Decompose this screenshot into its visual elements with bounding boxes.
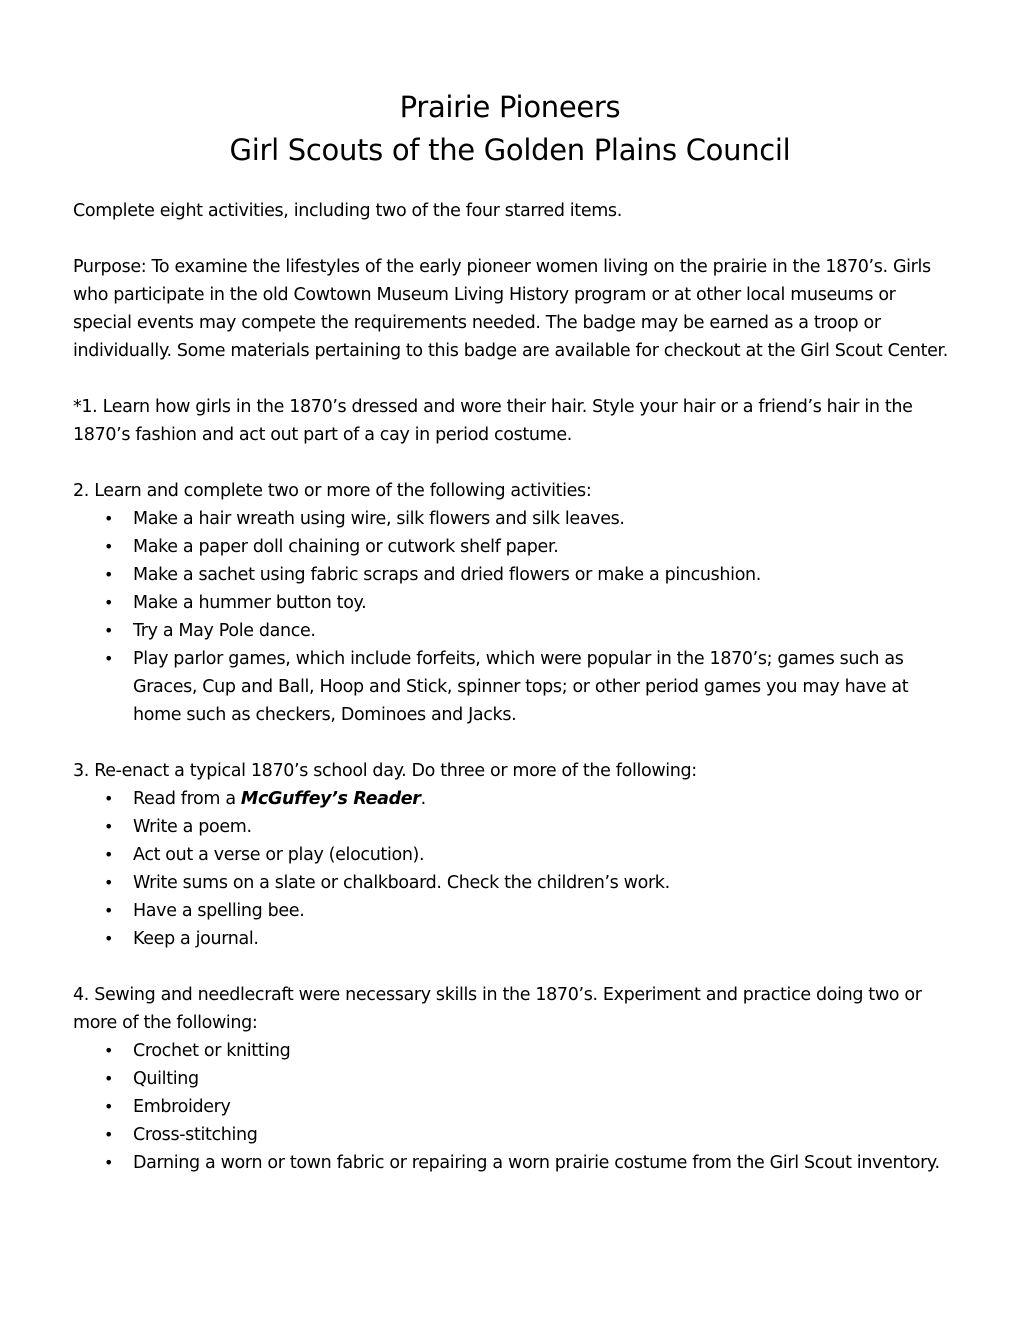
requirement-2-list: [73, 505, 953, 729]
bullet-icon: •: [104, 565, 114, 584]
purpose-text: Purpose: To examine the lifestyles of the early pioneer women living on the prairie in the 1870’s. Girls who participate in the old Cowtown Museum Living History program or at other local museums or special events may compete the requirements needed. The badge may be earned as a troop or individually. Some materials pertaining to this badge are available for checkout at the Girl Scout Center.: [73, 257, 948, 361]
bullet-icon: •: [104, 1125, 114, 1144]
list-item: • Act out a verse or play (elocution).: [73, 841, 953, 869]
list-item: • Write sums on a slate or chalkboard. Check the children’s work.: [73, 869, 953, 897]
bullet-icon: •: [104, 817, 114, 836]
list-item: • Make a sachet using fabric scraps and dried flowers or make a pincushion.: [73, 561, 953, 589]
list-item: • Play parlor games, which include forfeits, which were popular in the 1870’s; games such as Graces, Cup and Ball, Hoop and Stick, spinner tops; or other period games you may have at home such as checkers, Dominoes and Jacks.: [73, 645, 953, 729]
bullet-icon: •: [104, 1097, 114, 1116]
list-item: • Crochet or knitting: [73, 1037, 953, 1065]
list-item: • Have a spelling bee.: [73, 897, 953, 925]
list-item: • Try a May Pole dance.: [73, 617, 953, 645]
requirement-1: *1. Learn how girls in the 1870’s dressed and wore their hair. Style your hair or a friend’s hair in the 1870’s fashion and act out part of a cay in period costume.: [73, 397, 913, 445]
requirement-2-heading: 2. Learn and complete two or more of the following activities:: [73, 481, 592, 501]
list-item: • Embroidery: [73, 1093, 953, 1121]
bullet-icon: •: [104, 789, 114, 808]
requirement-3-list: [73, 785, 953, 953]
list-item: • Keep a journal.: [73, 925, 953, 953]
list-item: • Make a paper doll chaining or cutwork shelf paper.: [73, 533, 953, 561]
bullet-icon: •: [104, 509, 114, 528]
bullet-icon: •: [104, 845, 114, 864]
intro-text: Complete eight activities, including two of the four starred items.: [73, 201, 622, 221]
list-item: • Quilting: [73, 1065, 953, 1093]
requirement-3-heading: 3. Re-enact a typical 1870’s school day. Do three or more of the following:: [73, 761, 697, 781]
page-title: Prairie Pioneers: [399, 90, 621, 124]
book-title: McGuffey’s Reader: [240, 789, 421, 809]
list-item: • Make a hair wreath using wire, silk flowers and silk leaves.: [73, 505, 953, 533]
bullet-icon: •: [104, 1153, 114, 1172]
bullet-icon: •: [104, 1041, 114, 1060]
title-block: [0, 86, 1020, 172]
requirement-4-list: [73, 1037, 953, 1177]
bullet-icon: •: [104, 621, 114, 640]
bullet-icon: •: [104, 537, 114, 556]
bullet-icon: •: [104, 649, 114, 668]
bullet-icon: •: [104, 593, 114, 612]
list-item: • Write a poem.: [73, 813, 953, 841]
bullet-icon: •: [104, 929, 114, 948]
bullet-icon: •: [104, 873, 114, 892]
list-item: • Read from a McGuffey’s Reader.: [73, 785, 953, 813]
bullet-icon: •: [104, 1069, 114, 1088]
requirement-4-heading: 4. Sewing and needlecraft were necessary skills in the 1870’s. Experiment and practice doing two or more of the following:: [73, 985, 922, 1033]
list-item: • Cross-stitching: [73, 1121, 953, 1149]
list-item: • Make a hummer button toy.: [73, 589, 953, 617]
page-subtitle: Girl Scouts of the Golden Plains Council: [229, 133, 791, 167]
document-body: [73, 197, 953, 1205]
bullet-icon: •: [104, 901, 114, 920]
list-item: • Darning a worn or town fabric or repairing a worn prairie costume from the Girl Scout inventory.: [73, 1149, 953, 1177]
